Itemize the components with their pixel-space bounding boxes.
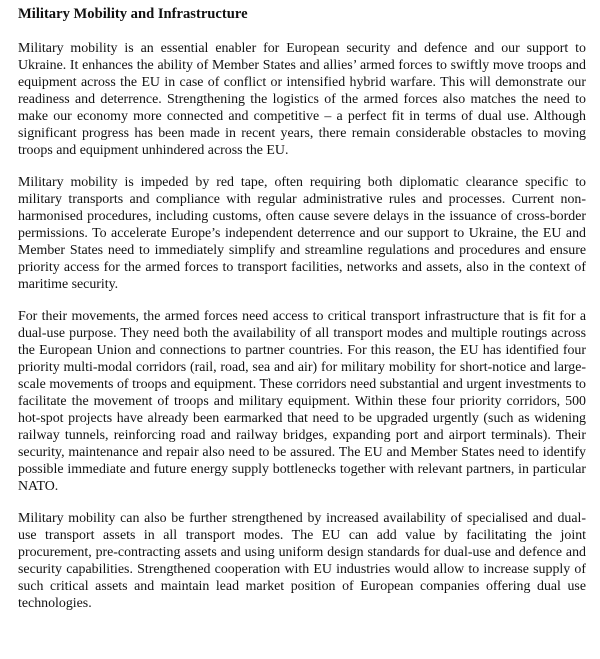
paragraph-4: Military mobility can also be further strengthened by increased availability of specialised and dual-use transport assets in all transport modes. The EU can add value by facilitating the joint procurement, pre-contracting assets and using uniform design standards for dual-use and defence and security capabilities. Strengthened cooperation with EU industries would allow to increase supply of such critical assets and maintain lead market position of European companies offering dual use technologies. [18,511,586,611]
paragraph-2: Military mobility is impeded by red tape, often requiring both diplomatic clearance specific to military transports and compliance with regular administrative rules and processes. Current non-harmonised procedures, including customs, often cause severe delays in the issuance of cross-border permissions. To accelerate Europe’s independent deterrence and our support to Ukraine, the EU and Member States need to immediately simplify and streamline regulations and procedures and ensure priority access for the armed forces to transport facilities, networks and assets, also in the context of maritime security. [18,175,586,292]
paragraph-3: For their movements, the armed forces need access to critical transport infrastructure that is fit for a dual-use purpose. They need both the availability of all transport modes and multiple routings across the European Union and connections to partner countries. For this reason, the EU has identified four priority multi-modal corridors (rail, road, sea and air) for military mobility for short-notice and large-scale movements of troops and equipment. These corridors need substantial and urgent investments to facilitate the movement of troops and military equipment. Within these four priority corridors, 500 hot-spot projects have already been earmarked that need to be upgraded urgently (such as widening railway tunnels, reinforcing road and railway bridges, expanding port and airport terminals). Their security, maintenance and repair also need to be assured. The EU and Member States need to identify possible immediate and future energy supply bottlenecks together with relevant partners, in particular NATO. [18,309,586,494]
section-heading: Military Mobility and Infrastructure [18,6,248,22]
paragraph-1: Military mobility is an essential enabler for European security and defence and our support to Ukraine. It enhances the ability of Member States and allies’ armed forces to swiftly move troops and equipment across the EU in case of conflict or intensified hybrid warfare. This will demonstrate our readiness and deterrence. Strengthening the logistics of the armed forces also matches the need to make our economy more connected and competitive – a perfect fit in terms of dual use. Although significant progress has been made in recent years, there remain considerable obstacles to moving troops and equipment unhindered across the EU. [18,41,586,158]
